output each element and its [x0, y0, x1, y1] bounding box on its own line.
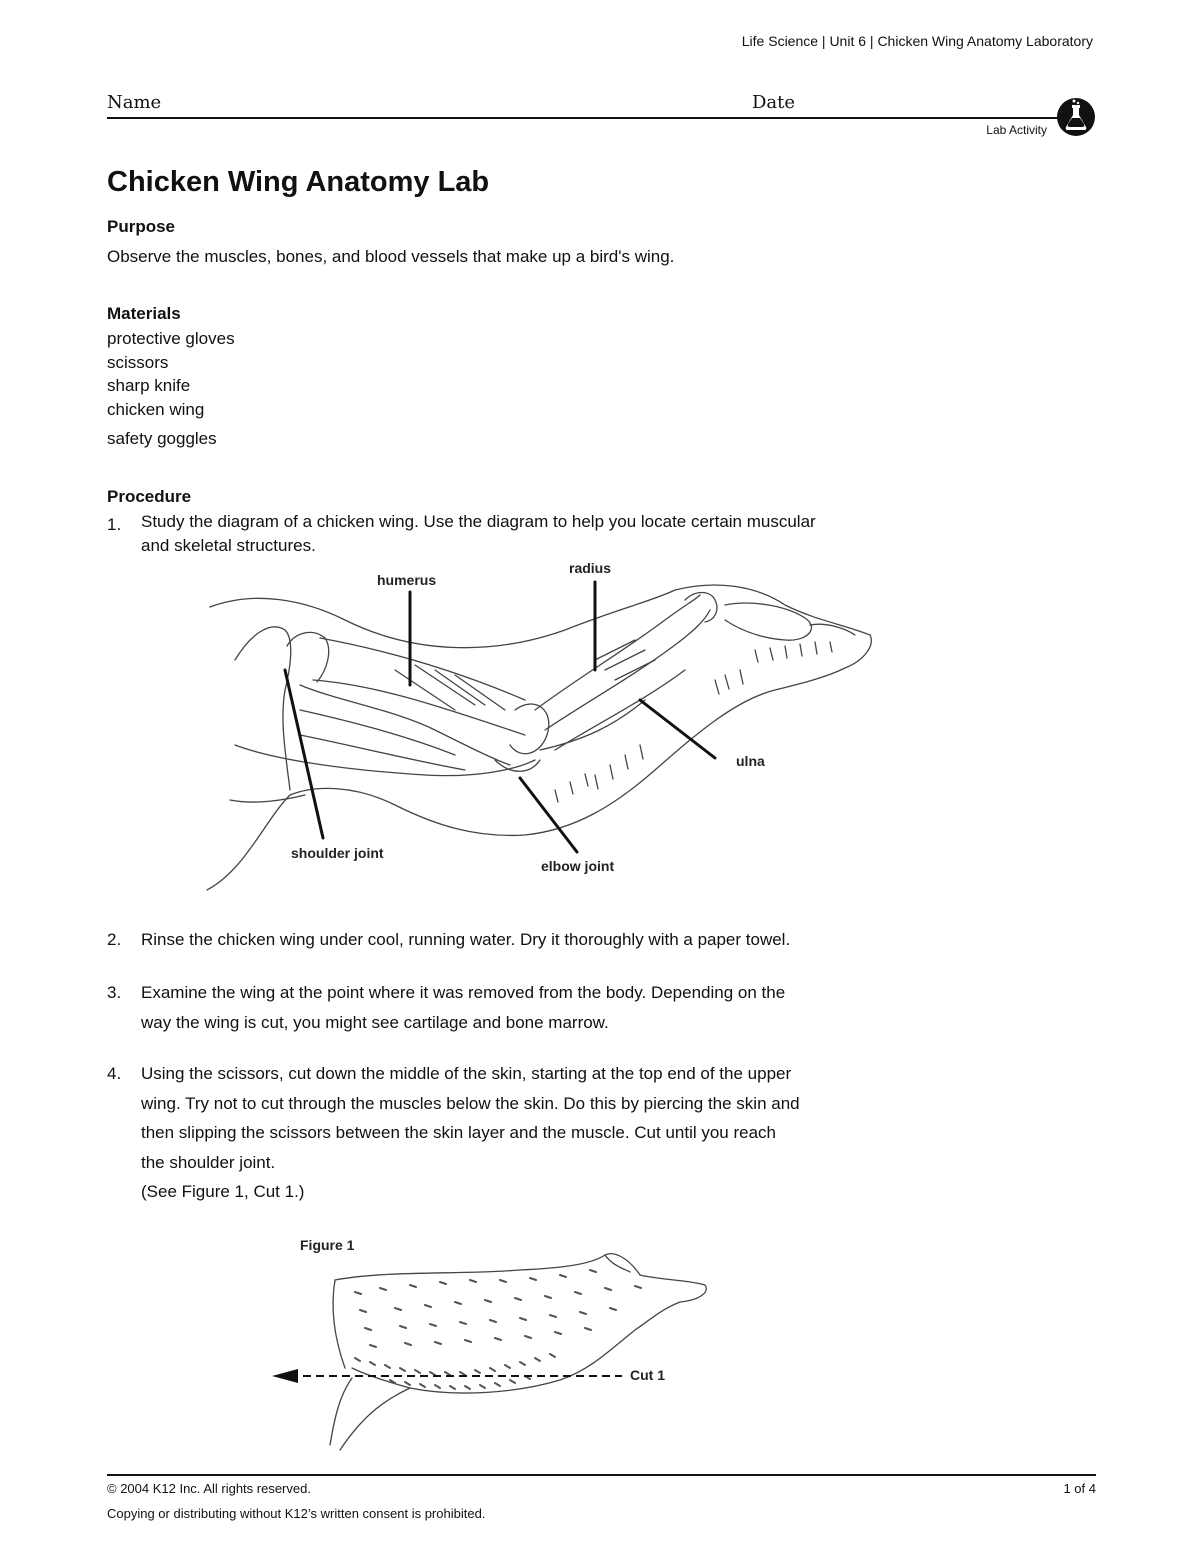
procedure-step-3 — [107, 978, 1007, 1038]
step-text-line: Examine the wing at the point where it was removed from the body. Depending on the — [141, 983, 786, 1002]
radius-label: radius — [569, 560, 612, 576]
feather-dots — [355, 1270, 641, 1389]
step-number: 4. — [107, 1064, 122, 1083]
elbow-joint-pointer — [520, 778, 577, 852]
list-item: chicken wing — [107, 399, 205, 419]
elbow-joint-label: elbow joint — [541, 858, 615, 874]
purpose-heading: Purpose — [107, 217, 176, 236]
date-label: Date — [752, 92, 796, 113]
footer-rule — [107, 1474, 1096, 1476]
shoulder-joint-pointer — [285, 670, 323, 838]
cut-1-arrowhead — [272, 1369, 298, 1383]
procedure-heading: Procedure — [107, 487, 192, 506]
ulna-label: ulna — [736, 753, 765, 769]
step-number: 2. — [107, 930, 122, 949]
step-text-line: Study the diagram of a chicken wing. Use the diagram to help you locate certain muscular — [141, 512, 816, 531]
step-text-line: Using the scissors, cut down the middle of the skin, starting at the top end of the upper — [141, 1064, 792, 1083]
list-item: scissors — [107, 352, 169, 372]
footer-notice: Copying or distributing without K12’s written consent is prohibited. — [107, 1506, 486, 1521]
activity-type-label: Lab Activity — [986, 123, 1047, 137]
step-text-line: (See Figure 1, Cut 1.) — [141, 1182, 305, 1201]
purpose-text: Observe the muscles, bones, and blood vessels that make up a bird's wing. — [107, 247, 675, 266]
step-text-line: and skeletal structures. — [141, 536, 316, 555]
list-item: protective gloves — [107, 329, 235, 348]
figure-1-diagram — [260, 1230, 720, 1460]
step-number: 1. — [107, 515, 122, 534]
footer-copyright: © 2004 K12 Inc. All rights reserved. — [107, 1481, 311, 1496]
name-label: Name — [107, 92, 162, 113]
procedure-step-2 — [107, 925, 1007, 955]
course-header: Life Science | Unit 6 | Chicken Wing Anatomy Laboratory — [741, 33, 1093, 49]
step-text-line: wing. Try not to cut through the muscles below the skin. Do this by piercing the skin and — [141, 1093, 800, 1113]
page-title: Chicken Wing Anatomy Lab — [107, 166, 490, 198]
name-date-rule — [107, 117, 1062, 119]
list-item: sharp knife — [107, 376, 191, 395]
step-text-line: then slipping the scissors between the skin layer and the muscle. Cut until you reach — [141, 1123, 777, 1142]
flask-icon — [1056, 97, 1096, 137]
materials-heading: Materials — [107, 304, 181, 323]
step-text-line: the shoulder joint. — [141, 1152, 276, 1172]
page-number: 1 of 4 — [1063, 1481, 1096, 1496]
wing-anatomy-diagram — [195, 560, 895, 900]
cut-1-label: Cut 1 — [630, 1367, 665, 1383]
procedure-step-4 — [107, 1059, 1007, 1209]
step-text-line: Rinse the chicken wing under cool, running water. Dry it thoroughly with a paper towel. — [141, 930, 791, 949]
humerus-label: humerus — [377, 572, 437, 588]
figure-1-title: Figure 1 — [300, 1237, 355, 1253]
list-item: safety goggles — [107, 429, 217, 448]
materials-list — [107, 327, 235, 451]
wing-skin-outline — [330, 1254, 706, 1450]
shoulder-joint-label: shoulder joint — [291, 845, 384, 861]
step-text-line: way the wing is cut, you might see cartilage and bone marrow. — [141, 1012, 609, 1032]
step-number: 3. — [107, 983, 122, 1002]
